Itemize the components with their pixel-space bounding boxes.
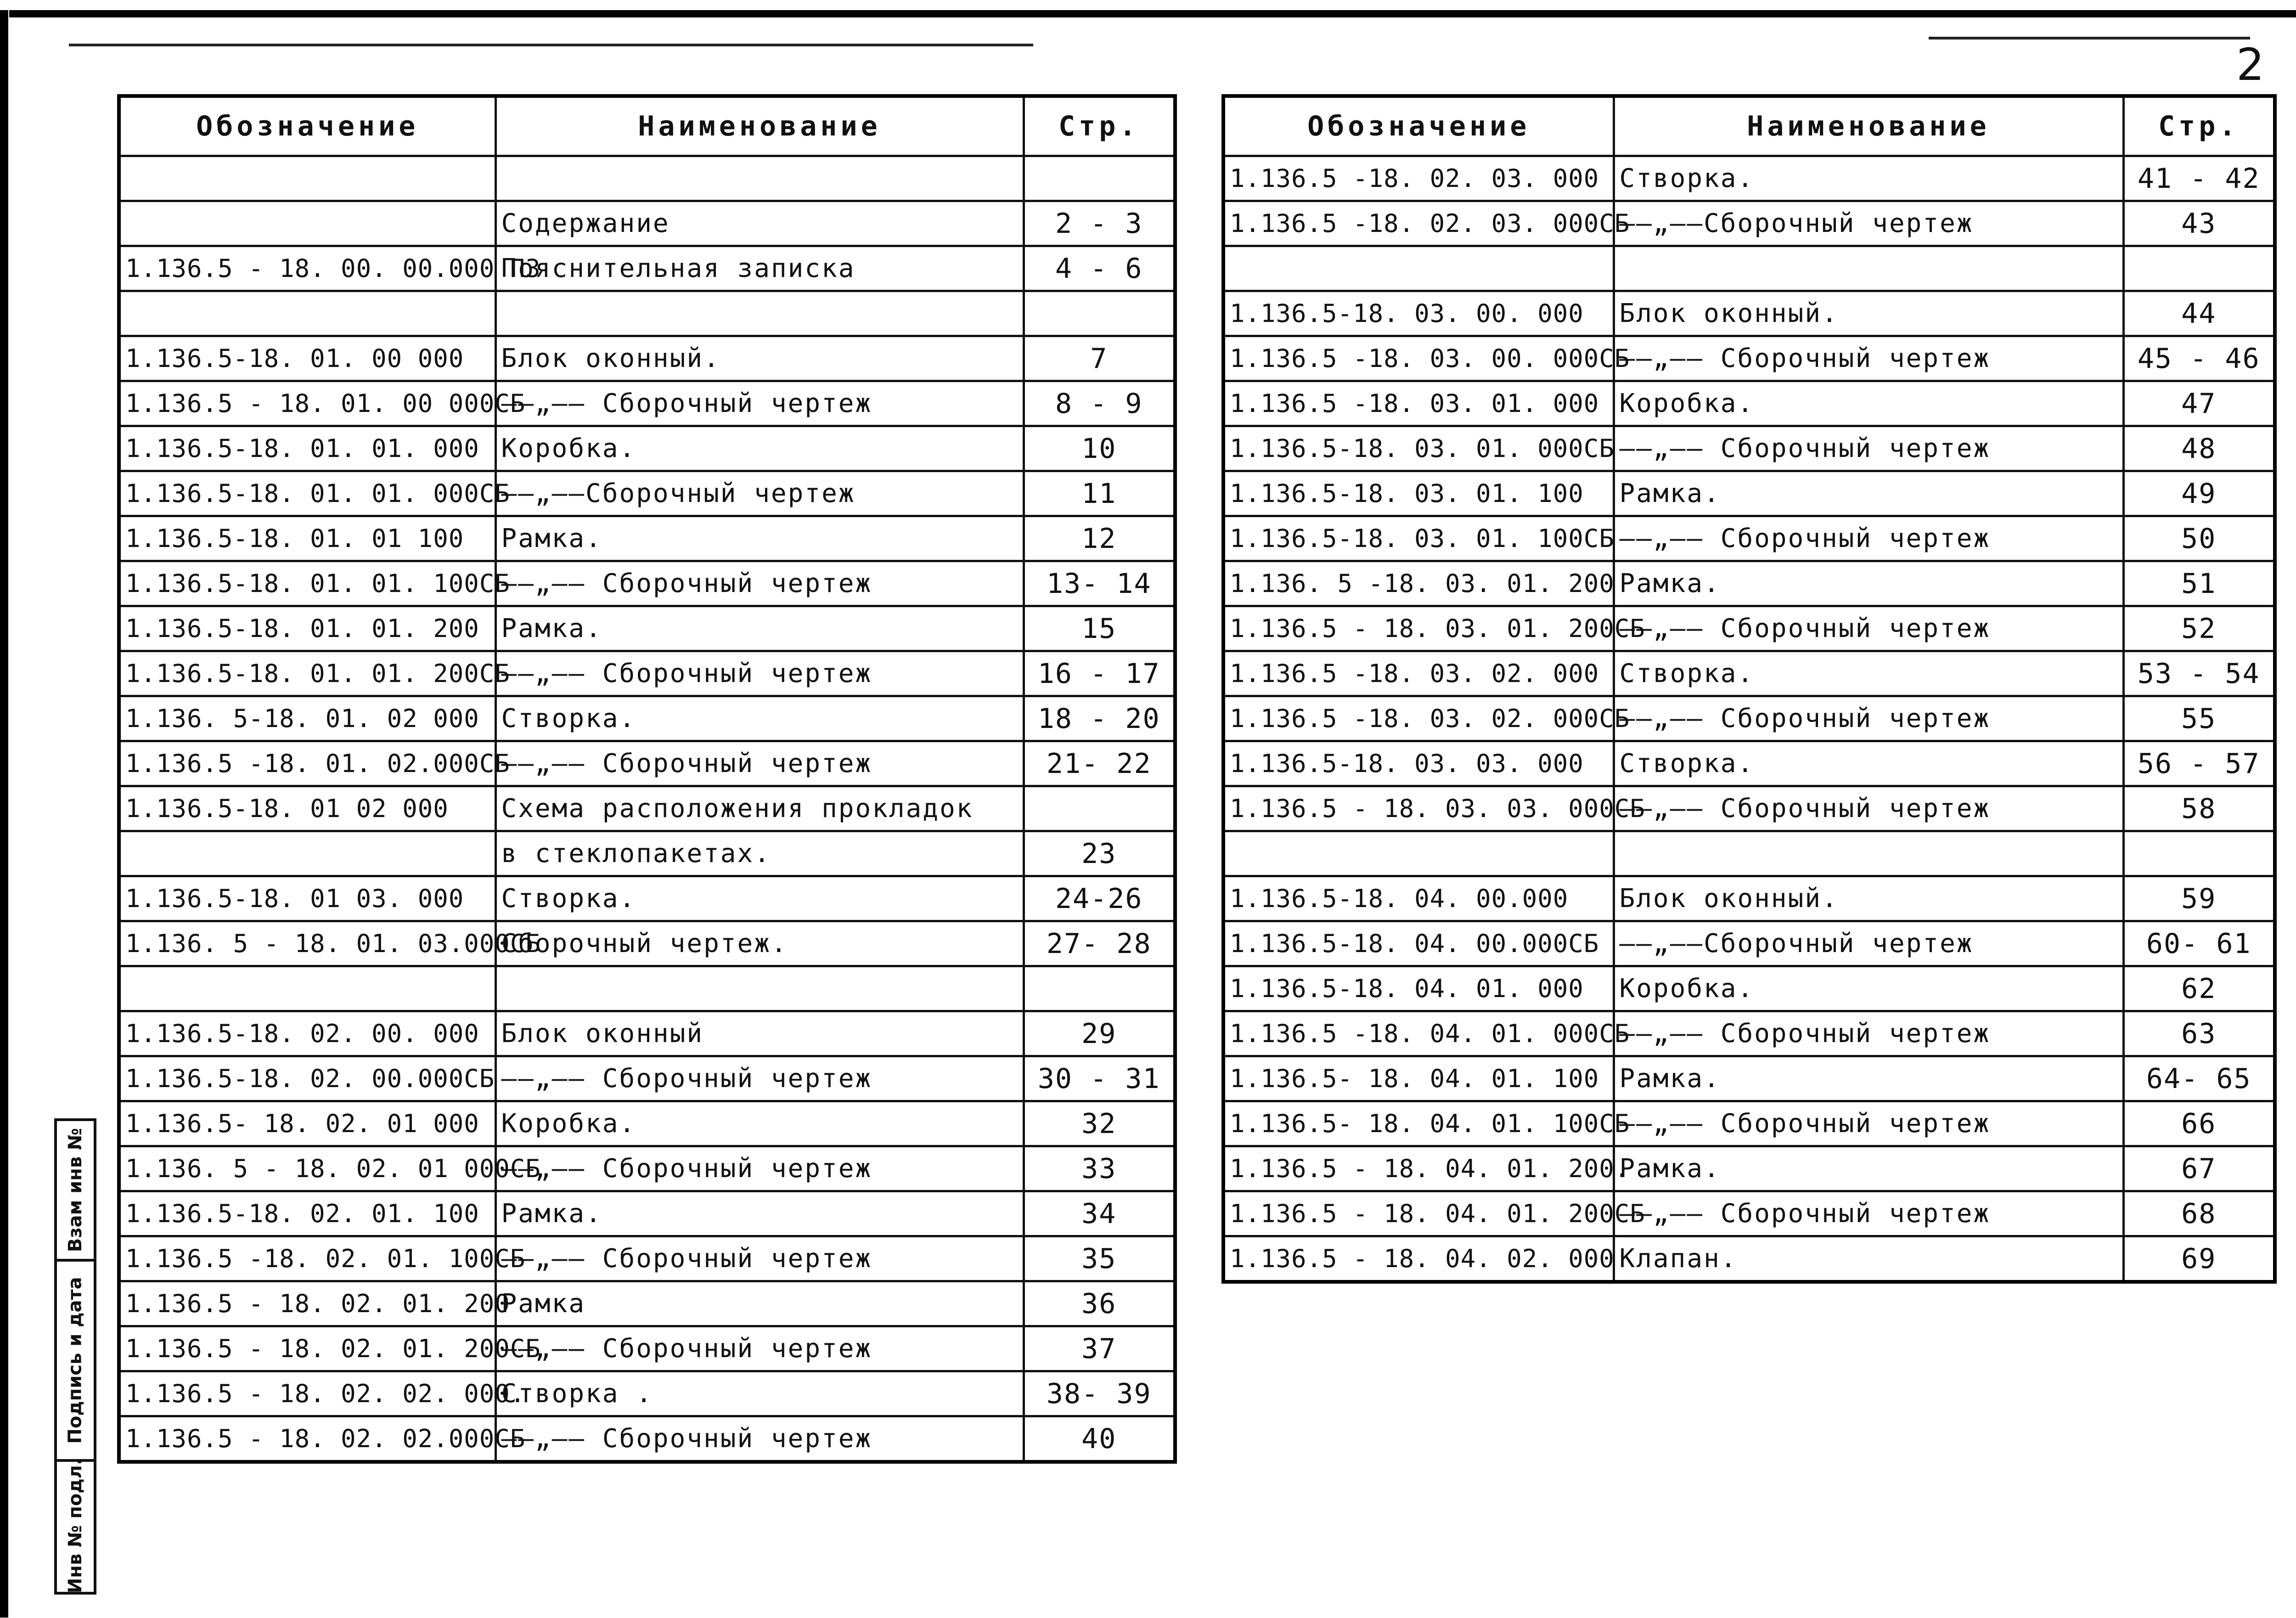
cell-page: 38- 39 [1024,1371,1175,1416]
cell-designation: 1.136. 5-18. 01. 02 000 [119,696,495,741]
table-row [119,1326,1175,1371]
cell-name: ——„—— Сборочный чертеж [1614,1191,2123,1236]
cell-designation: 1.136.5-18. 01 02 000 [119,786,495,831]
cell-page [1024,786,1175,831]
cell-page: 68 [2123,1191,2275,1236]
cell-designation: 1.136. 5 -18. 03. 01. 200 [1223,561,1614,606]
cell-page: 7 [1024,336,1175,381]
cell-name: ——„—— Сборочный чертеж [1614,1101,2123,1146]
cell-name: Рамка. [1614,561,2123,606]
cell-designation: 1.136.5 -18. 03. 02. 000СБ [1223,696,1614,741]
table-row [119,606,1175,651]
table-row [119,246,1175,291]
cell-designation: 1.136.5 -18. 03. 02. 000 [1223,651,1614,696]
contents-table-left [117,94,1177,1464]
cell-page: 29 [1024,1011,1175,1056]
table-row [1223,786,2275,831]
cell-designation: 1.136.5-18. 04. 01. 000 [1223,966,1614,1011]
table-row [119,336,1175,381]
table-row [119,426,1175,471]
cell-name: Створка. [1614,741,2123,786]
table-row [119,831,1175,876]
cell-name: ——„—— Сборочный чертеж [1614,696,2123,741]
cell-name: ——„——Сборочный чертеж [1614,921,2123,966]
stamp-label: Подпись и дата [65,1277,86,1444]
cell-designation: 1.136.5-18. 01 03. 000 [119,876,495,921]
header-page: Стр. [1024,96,1175,156]
cell-name: Створка. [1614,156,2123,201]
cell-name: Пояснительная записка [495,246,1024,291]
cell-name: Рамка. [495,1191,1024,1236]
table-row [1223,471,2275,516]
cell-name: Коробка. [495,426,1024,471]
cell-name [495,966,1024,1011]
cell-page: 10 [1024,426,1175,471]
cell-name [1614,831,2123,876]
cell-page [1024,966,1175,1011]
cell-name: ——„—— Сборочный чертеж [1614,516,2123,561]
cell-page: 51 [2123,561,2275,606]
cell-designation: 1.136.5 - 18. 01. 00 000СБ [119,381,495,426]
cell-page: 23 [1024,831,1175,876]
cell-page: 47 [2123,381,2275,426]
cell-designation [119,966,495,1011]
header-name: Наименование [1614,96,2123,156]
cell-page [1024,291,1175,336]
cell-page: 49 [2123,471,2275,516]
cell-designation: 1.136.5-18. 03. 03. 000 [1223,741,1614,786]
cell-name: Коробка. [1614,381,2123,426]
cell-designation: 1.136.5 - 18. 03. 03. 000СБ [1223,786,1614,831]
table-row [119,201,1175,246]
cell-designation: 1.136.5-18. 03. 01. 100СБ [1223,516,1614,561]
table-row [1223,741,2275,786]
cell-page: 58 [2123,786,2275,831]
cell-name: Сборочный чертеж. [495,921,1024,966]
cell-designation: 1.136.5 - 18. 02. 02.000СБ [119,1416,495,1462]
cell-name: Коробка. [495,1101,1024,1146]
stamp-label: Взам инв № [65,1128,86,1252]
table-row [1223,561,2275,606]
table-row [119,381,1175,426]
cell-name: ——„—— Сборочный чертеж [1614,1011,2123,1056]
cell-designation: 1.136.5 -18. 04. 01. 000СБ [1223,1011,1614,1056]
table-row [1223,291,2275,336]
cell-page: 2 - 3 [1024,201,1175,246]
table-row [119,1371,1175,1416]
table-row [1223,381,2275,426]
table-row [119,1101,1175,1146]
cell-designation [119,156,495,201]
cell-designation: 1.136.5-18. 01. 01. 200СБ [119,651,495,696]
table-row [1223,921,2275,966]
cell-name: ——„—— Сборочный чертеж [495,741,1024,786]
table-row [119,1191,1175,1236]
cell-name: в стеклопакетах. [495,831,1024,876]
table-row [119,516,1175,561]
table-row [1223,876,2275,921]
cell-page: 67 [2123,1146,2275,1191]
table-row [119,1056,1175,1101]
cell-designation [119,201,495,246]
table-row [119,786,1175,831]
stamp-cell-signature-date [57,1262,94,1462]
cell-name: ——„—— Сборочный чертеж [495,381,1024,426]
header-designation: Обозначение [1223,96,1614,156]
table-row [119,651,1175,696]
cell-page: 55 [2123,696,2275,741]
cell-designation: 1.136.5-18. 01. 01. 000 [119,426,495,471]
cell-page: 40 [1024,1416,1175,1462]
table-header-row [1223,96,2275,156]
cell-designation: 1.136.5- 18. 04. 01. 100 [1223,1056,1614,1101]
table-body-right [1223,156,2275,1282]
table-row [1223,696,2275,741]
cell-name: Блок оконный. [1614,876,2123,921]
cell-designation [119,291,495,336]
cell-designation: 1.136.5-18. 01. 00 000 [119,336,495,381]
cell-designation: 1.136.5 - 18. 04. 01. 200. [1223,1146,1614,1191]
cell-page: 60- 61 [2123,921,2275,966]
cell-designation: 1.136.5 - 18. 02. 01. 200 [119,1281,495,1326]
cell-designation [1223,246,1614,291]
cell-name: Содержание [495,201,1024,246]
table-row [119,696,1175,741]
cell-name: ——„—— Сборочный чертеж [495,561,1024,606]
cell-page: 15 [1024,606,1175,651]
cell-page: 62 [2123,966,2275,1011]
cell-page: 64- 65 [2123,1056,2275,1101]
cell-designation: 1.136.5-18. 01. 01. 200 [119,606,495,651]
cell-name: ——„——Сборочный чертеж [1614,201,2123,246]
cell-designation: 1.136.5-18. 03. 01. 100 [1223,471,1614,516]
cell-page: 30 - 31 [1024,1056,1175,1101]
table-row [1223,651,2275,696]
cell-page: 69 [2123,1236,2275,1282]
cell-page: 13- 14 [1024,561,1175,606]
cell-name: ——„—— Сборочный чертеж [495,1146,1024,1191]
cell-name: Блок оконный [495,1011,1024,1056]
table-row [1223,966,2275,1011]
cell-page: 53 - 54 [2123,651,2275,696]
side-stamp [54,1118,96,1595]
cell-designation: 1.136.5-18. 02. 00. 000 [119,1011,495,1056]
cell-page: 34 [1024,1191,1175,1236]
table-row [119,291,1175,336]
cell-page: 36 [1024,1281,1175,1326]
cell-page: 43 [2123,201,2275,246]
stamp-cell-original-inventory [57,1458,94,1593]
cell-page: 35 [1024,1236,1175,1281]
cell-designation: 1.136.5 - 18. 04. 01. 200СБ [1223,1191,1614,1236]
scan-artifact-line [69,44,1033,46]
cell-name: ——„—— Сборочный чертеж [495,651,1024,696]
cell-page [1024,156,1175,201]
cell-designation: 1.136.5-18. 04. 00.000СБ [1223,921,1614,966]
cell-name: Блок оконный. [495,336,1024,381]
table-row [1223,246,2275,291]
cell-page: 44 [2123,291,2275,336]
cell-page: 37 [1024,1326,1175,1371]
cell-name: Рамка. [1614,471,2123,516]
cell-designation: 1.136.5- 18. 04. 01. 100СБ [1223,1101,1614,1146]
table-row [1223,1236,2275,1282]
cell-name: ——„—— Сборочный чертеж [1614,336,2123,381]
cell-designation [119,831,495,876]
cell-designation: 1.136.5-18. 02. 00.000СБ [119,1056,495,1101]
cell-name: ——„—— Сборочный чертеж [1614,786,2123,831]
cell-page: 48 [2123,426,2275,471]
cell-name: Коробка. [1614,966,2123,1011]
cell-designation: 1.136.5 - 18. 04. 02. 000 [1223,1236,1614,1282]
cell-page: 63 [2123,1011,2275,1056]
cell-name: Блок оконный. [1614,291,2123,336]
cell-page: 24-26 [1024,876,1175,921]
table-row [119,1236,1175,1281]
table-row [119,966,1175,1011]
cell-designation: 1.136.5-18. 01. 01. 100СБ [119,561,495,606]
table-row [119,471,1175,516]
cell-designation: 1.136.5- 18. 02. 01 000 [119,1101,495,1146]
cell-name: Рамка. [495,606,1024,651]
cell-designation: 1.136.5 - 18. 03. 01. 200СБ [1223,606,1614,651]
cell-designation [1223,831,1614,876]
cell-designation: 1.136.5 -18. 02. 01. 100СБ [119,1236,495,1281]
cell-designation: 1.136. 5 - 18. 02. 01 000СБ [119,1146,495,1191]
table-row [1223,156,2275,201]
cell-name [495,156,1024,201]
header-name: Наименование [495,96,1024,156]
stamp-cell-replacement-inventory [57,1121,94,1262]
cell-name [1614,246,2123,291]
table-row [1223,516,2275,561]
cell-name: Рамка. [495,516,1024,561]
table-row [1223,201,2275,246]
header-page: Стр. [2123,96,2275,156]
table-row [119,156,1175,201]
cell-designation: 1.136.5 -18. 02. 03. 000СБ [1223,201,1614,246]
table-row [119,921,1175,966]
cell-designation: 1.136.5-18. 03. 00. 000 [1223,291,1614,336]
cell-name: Схема расположения прокладок [495,786,1024,831]
cell-page: 21- 22 [1024,741,1175,786]
table-row [1223,606,2275,651]
cell-designation: 1.136.5-18. 01. 01. 000СБ [119,471,495,516]
table-row [119,741,1175,786]
stamp-label: Инв № подл. [65,1458,86,1593]
table-row [119,1146,1175,1191]
cell-page: 41 - 42 [2123,156,2275,201]
cell-name: ——„—— Сборочный чертеж [495,1416,1024,1462]
table-row [1223,1191,2275,1236]
table-row [1223,426,2275,471]
cell-page [2123,831,2275,876]
cell-page: 11 [1024,471,1175,516]
cell-designation: 1.136.5 - 18. 02. 01. 200СБ [119,1326,495,1371]
cell-name: ——„—— Сборочный чертеж [1614,426,2123,471]
cell-designation: 1.136.5 -18. 03. 00. 000СБ [1223,336,1614,381]
cell-designation: 1.136.5 -18. 01. 02.000СБ [119,741,495,786]
cell-page [2123,246,2275,291]
cell-page: 4 - 6 [1024,246,1175,291]
cell-designation: 1.136.5 - 18. 00. 00.000 ПЗ [119,246,495,291]
cell-name: Створка. [495,696,1024,741]
table-row [1223,1101,2275,1146]
cell-page: 16 - 17 [1024,651,1175,696]
cell-name: Створка . [495,1371,1024,1416]
table-row [119,1011,1175,1056]
cell-name: ——„—— Сборочный чертеж [495,1236,1024,1281]
frame-top-border [9,10,2296,17]
cell-name: ——„—— Сборочный чертеж [1614,606,2123,651]
cell-page: 8 - 9 [1024,381,1175,426]
cell-name: ——„—— Сборочный чертеж [495,1056,1024,1101]
table-body-left [119,156,1175,1462]
cell-name: Рамка. [1614,1146,2123,1191]
cell-page: 45 - 46 [2123,336,2275,381]
frame-left-border [0,10,8,1618]
cell-page: 12 [1024,516,1175,561]
cell-name: Рамка [495,1281,1024,1326]
cell-name: Створка. [495,876,1024,921]
cell-designation: 1.136.5-18. 04. 00.000 [1223,876,1614,921]
cell-name: Клапан. [1614,1236,2123,1282]
table-row [119,876,1175,921]
scan-artifact-line [1929,37,2250,39]
header-designation: Обозначение [119,96,495,156]
cell-designation: 1.136.5 -18. 02. 03. 000 [1223,156,1614,201]
cell-page: 33 [1024,1146,1175,1191]
cell-name: Створка. [1614,651,2123,696]
cell-page: 56 - 57 [2123,741,2275,786]
table-row [1223,1056,2275,1101]
table-row [1223,1146,2275,1191]
cell-page: 32 [1024,1101,1175,1146]
cell-page: 59 [2123,876,2275,921]
cell-designation: 1.136.5 - 18. 02. 02. 000. [119,1371,495,1416]
cell-page: 18 - 20 [1024,696,1175,741]
cell-designation: 1.136.5-18. 02. 01. 100 [119,1191,495,1236]
cell-designation: 1.136. 5 - 18. 01. 03.000СБ [119,921,495,966]
cell-page: 27- 28 [1024,921,1175,966]
table-row [119,1281,1175,1326]
table-row [119,561,1175,606]
cell-name: ——„——Сборочный чертеж [495,471,1024,516]
cell-name [495,291,1024,336]
cell-designation: 1.136.5 -18. 03. 01. 000 [1223,381,1614,426]
table-row [119,1416,1175,1462]
table-row [1223,831,2275,876]
cell-page: 66 [2123,1101,2275,1146]
sheet-number: 2 [2236,39,2265,90]
cell-designation: 1.136.5-18. 03. 01. 000СБ [1223,426,1614,471]
cell-page: 50 [2123,516,2275,561]
cell-name: ——„—— Сборочный чертеж [495,1326,1024,1371]
table-row [1223,336,2275,381]
cell-designation: 1.136.5-18. 01. 01 100 [119,516,495,561]
table-row [1223,1011,2275,1056]
table-header-row [119,96,1175,156]
contents-table-right [1221,94,2277,1284]
cell-name: Рамка. [1614,1056,2123,1101]
cell-page: 52 [2123,606,2275,651]
